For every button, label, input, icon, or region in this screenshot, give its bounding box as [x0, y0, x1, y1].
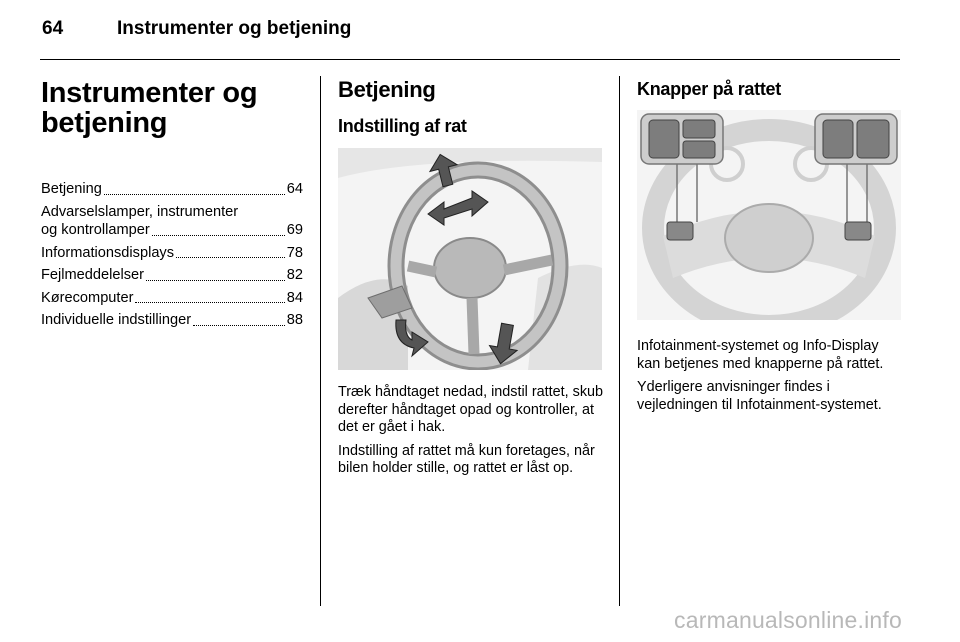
toc-entry-page: 78: [286, 244, 303, 261]
column-divider-1: [320, 76, 321, 606]
toc-entry-label: og kontrollamper: [41, 222, 150, 238]
toc-leader-dots: [146, 280, 285, 281]
left-column: [41, 78, 303, 334]
toc-entry-page: 82: [286, 267, 303, 283]
caution-paragraph: Indstilling af rattet må kun foretages, når bilen holder stille, og rattet er låst op.: [338, 442, 595, 476]
toc-entry-advarselslamper[interactable]: [41, 203, 303, 240]
middle-column: [338, 78, 604, 484]
chapter-title: [41, 78, 303, 138]
subsection-title: Indstilling af rat: [338, 116, 467, 136]
toc-entry-page: 64: [286, 181, 303, 197]
section-title: Betjening: [338, 77, 436, 102]
chapter-title-line-1: Instrumenter og: [41, 77, 258, 109]
header-divider: [40, 59, 900, 60]
toc-entry-betjening[interactable]: [41, 180, 303, 199]
toc-entry-label: Kørecomputer: [41, 289, 134, 306]
right-column: [637, 78, 903, 420]
steering-wheel-controls-illustration: [637, 110, 901, 320]
toc-entry-korecomputer[interactable]: [41, 289, 303, 308]
toc-entry-label: Fejlmeddelelser: [41, 267, 145, 283]
toc-entry-label: Betjening: [41, 181, 102, 197]
toc-entry-label: Individuelle indstillinger: [41, 312, 192, 328]
source-watermark: carmanualsonline.info: [674, 607, 902, 633]
instruction-paragraph: Træk håndtaget nedad, indstil rattet, skub derefter håndtaget opad og kontroller, at det er gået i hak.: [338, 384, 604, 435]
toc-entry-informationsdisplays[interactable]: [41, 244, 303, 263]
toc-entry-fejlmeddelelser[interactable]: [41, 266, 303, 285]
toc-entry-label-line-1: Advarselslamper, instrumenter: [41, 203, 239, 220]
toc-leader-dots: [193, 325, 285, 326]
toc-leader-dots: [135, 302, 284, 303]
toc-leader-dots: [176, 257, 285, 258]
page-number: 64: [42, 18, 64, 39]
toc-entry-label: Informationsdisplays: [41, 244, 175, 261]
toc-entry-individuelle-indstillinger[interactable]: [41, 311, 303, 330]
reference-paragraph: Yderligere anvisninger findes i vejledningen til Infotainment-systemet.: [637, 379, 882, 413]
chapter-title-line-2: betjening: [41, 107, 168, 139]
toc-entry-page: 84: [286, 289, 303, 306]
toc-entry-page: 88: [286, 312, 303, 328]
steering-wheel-adjustment-illustration: [338, 148, 602, 370]
column-divider-2: [619, 76, 620, 606]
table-of-contents: [41, 180, 303, 330]
toc-entry-page: 69: [286, 222, 303, 238]
toc-leader-dots: [104, 194, 285, 195]
toc-leader-dots: [152, 235, 285, 236]
section-title: Knapper på rattet: [637, 79, 781, 99]
running-header-title: Instrumenter og betjening: [117, 18, 352, 39]
description-paragraph: Infotainment-systemet og Info-Display kan betjenes med knapperne på rattet.: [637, 338, 884, 372]
